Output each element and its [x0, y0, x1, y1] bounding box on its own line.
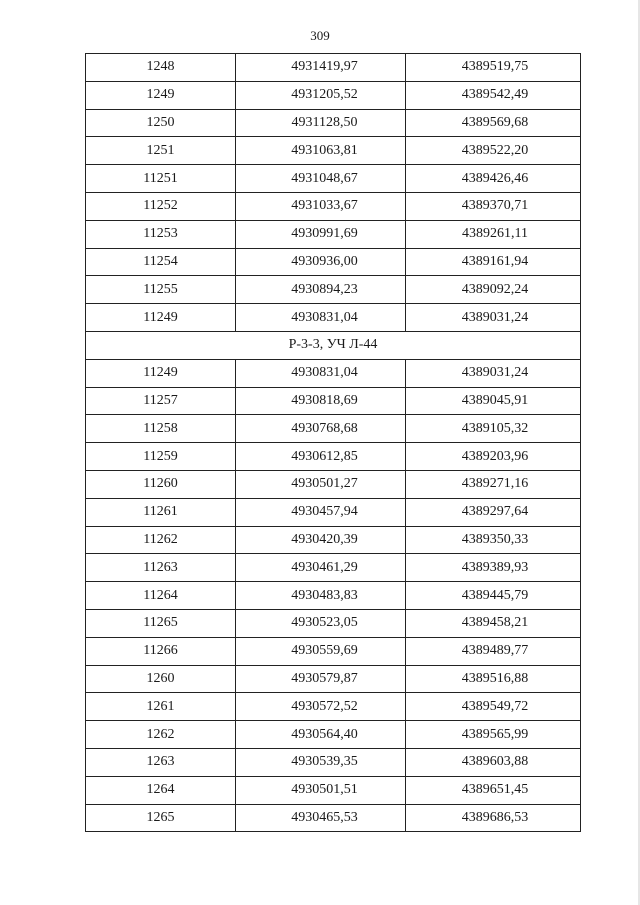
- point-number-cell: 11257: [86, 387, 236, 415]
- table-row: [86, 609, 581, 637]
- x-coordinate-cell: 4931048,67: [236, 165, 406, 193]
- x-coordinate-cell: 4930465,53: [236, 804, 406, 832]
- y-coordinate-cell: 4389426,46: [406, 165, 581, 193]
- point-number-cell: 11255: [86, 276, 236, 304]
- table-row: [86, 137, 581, 165]
- y-coordinate-cell: 4389651,45: [406, 776, 581, 804]
- section-header-row: [86, 331, 581, 359]
- point-number-cell: 11264: [86, 582, 236, 610]
- point-number-cell: 1264: [86, 776, 236, 804]
- point-number-cell: 11262: [86, 526, 236, 554]
- table-row: [86, 526, 581, 554]
- x-coordinate-cell: 4930579,87: [236, 665, 406, 693]
- x-coordinate-cell: 4931033,67: [236, 192, 406, 220]
- page-number: 309: [310, 28, 330, 43]
- point-number-cell: 11251: [86, 165, 236, 193]
- point-number-cell: 1262: [86, 721, 236, 749]
- y-coordinate-cell: 4389686,53: [406, 804, 581, 832]
- point-number-cell: 11249: [86, 304, 236, 332]
- y-coordinate-cell: 4389489,77: [406, 637, 581, 665]
- y-coordinate-cell: 4389031,24: [406, 304, 581, 332]
- y-coordinate-cell: 4389105,32: [406, 415, 581, 443]
- x-coordinate-cell: 4930831,04: [236, 304, 406, 332]
- table-row: [86, 443, 581, 471]
- point-number-cell: 11258: [86, 415, 236, 443]
- section-2-header-group: [86, 331, 581, 359]
- table-row: [86, 220, 581, 248]
- table-row: [86, 665, 581, 693]
- x-coordinate-cell: 4931128,50: [236, 109, 406, 137]
- table-row: [86, 748, 581, 776]
- x-coordinate-cell: 4931205,52: [236, 81, 406, 109]
- point-number-cell: 1263: [86, 748, 236, 776]
- table-row: [86, 415, 581, 443]
- y-coordinate-cell: 4389549,72: [406, 693, 581, 721]
- point-number-cell: 1260: [86, 665, 236, 693]
- y-coordinate-cell: 4389350,33: [406, 526, 581, 554]
- section-header-label: Р-3-3, УЧ Л-44: [86, 331, 581, 359]
- x-coordinate-cell: 4931063,81: [236, 137, 406, 165]
- table-row: [86, 192, 581, 220]
- point-number-cell: 1265: [86, 804, 236, 832]
- table-row: [86, 637, 581, 665]
- point-number-cell: 1251: [86, 137, 236, 165]
- y-coordinate-cell: 4389031,24: [406, 359, 581, 387]
- y-coordinate-cell: 4389565,99: [406, 721, 581, 749]
- x-coordinate-cell: 4930564,40: [236, 721, 406, 749]
- y-coordinate-cell: 4389603,88: [406, 748, 581, 776]
- table-row: [86, 470, 581, 498]
- point-number-cell: 1261: [86, 693, 236, 721]
- y-coordinate-cell: 4389271,16: [406, 470, 581, 498]
- y-coordinate-cell: 4389045,91: [406, 387, 581, 415]
- table-row: [86, 804, 581, 832]
- table-row: [86, 248, 581, 276]
- point-number-cell: 11263: [86, 554, 236, 582]
- table-row: [86, 304, 581, 332]
- x-coordinate-cell: 4930894,23: [236, 276, 406, 304]
- table-row: [86, 693, 581, 721]
- point-number-cell: 1250: [86, 109, 236, 137]
- x-coordinate-cell: 4930523,05: [236, 609, 406, 637]
- point-number-cell: 11259: [86, 443, 236, 471]
- point-number-cell: 11260: [86, 470, 236, 498]
- point-number-cell: 11249: [86, 359, 236, 387]
- section-1-rows: [86, 54, 581, 332]
- y-coordinate-cell: 4389370,71: [406, 192, 581, 220]
- y-coordinate-cell: 4389445,79: [406, 582, 581, 610]
- x-coordinate-cell: 4930539,35: [236, 748, 406, 776]
- table-row: [86, 387, 581, 415]
- table-row: [86, 776, 581, 804]
- y-coordinate-cell: 4389203,96: [406, 443, 581, 471]
- x-coordinate-cell: 4930936,00: [236, 248, 406, 276]
- y-coordinate-cell: 4389516,88: [406, 665, 581, 693]
- coordinates-table: [85, 53, 581, 832]
- x-coordinate-cell: 4930483,83: [236, 582, 406, 610]
- x-coordinate-cell: 4930559,69: [236, 637, 406, 665]
- table-row: [86, 165, 581, 193]
- x-coordinate-cell: 4930991,69: [236, 220, 406, 248]
- table-row: [86, 554, 581, 582]
- y-coordinate-cell: 4389261,11: [406, 220, 581, 248]
- point-number-cell: 11266: [86, 637, 236, 665]
- table-row: [86, 721, 581, 749]
- x-coordinate-cell: 4930572,52: [236, 693, 406, 721]
- x-coordinate-cell: 4930501,51: [236, 776, 406, 804]
- point-number-cell: 11261: [86, 498, 236, 526]
- y-coordinate-cell: 4389542,49: [406, 81, 581, 109]
- table-row: [86, 276, 581, 304]
- y-coordinate-cell: 4389569,68: [406, 109, 581, 137]
- x-coordinate-cell: 4930818,69: [236, 387, 406, 415]
- table-row: [86, 109, 581, 137]
- x-coordinate-cell: 4930420,39: [236, 526, 406, 554]
- point-number-cell: 1248: [86, 54, 236, 82]
- x-coordinate-cell: 4930768,68: [236, 415, 406, 443]
- y-coordinate-cell: 4389458,21: [406, 609, 581, 637]
- point-number-cell: 11252: [86, 192, 236, 220]
- x-coordinate-cell: 4930461,29: [236, 554, 406, 582]
- y-coordinate-cell: 4389389,93: [406, 554, 581, 582]
- section-2-rows: [86, 359, 581, 832]
- x-coordinate-cell: 4931419,97: [236, 54, 406, 82]
- table-row: [86, 582, 581, 610]
- y-coordinate-cell: 4389522,20: [406, 137, 581, 165]
- x-coordinate-cell: 4930612,85: [236, 443, 406, 471]
- table-row: [86, 54, 581, 82]
- point-number-cell: 11254: [86, 248, 236, 276]
- x-coordinate-cell: 4930501,27: [236, 470, 406, 498]
- point-number-cell: 1249: [86, 81, 236, 109]
- x-coordinate-cell: 4930457,94: [236, 498, 406, 526]
- y-coordinate-cell: 4389519,75: [406, 54, 581, 82]
- table-row: [86, 81, 581, 109]
- y-coordinate-cell: 4389092,24: [406, 276, 581, 304]
- table-row: [86, 359, 581, 387]
- x-coordinate-cell: 4930831,04: [236, 359, 406, 387]
- point-number-cell: 11253: [86, 220, 236, 248]
- y-coordinate-cell: 4389297,64: [406, 498, 581, 526]
- y-coordinate-cell: 4389161,94: [406, 248, 581, 276]
- point-number-cell: 11265: [86, 609, 236, 637]
- table-row: [86, 498, 581, 526]
